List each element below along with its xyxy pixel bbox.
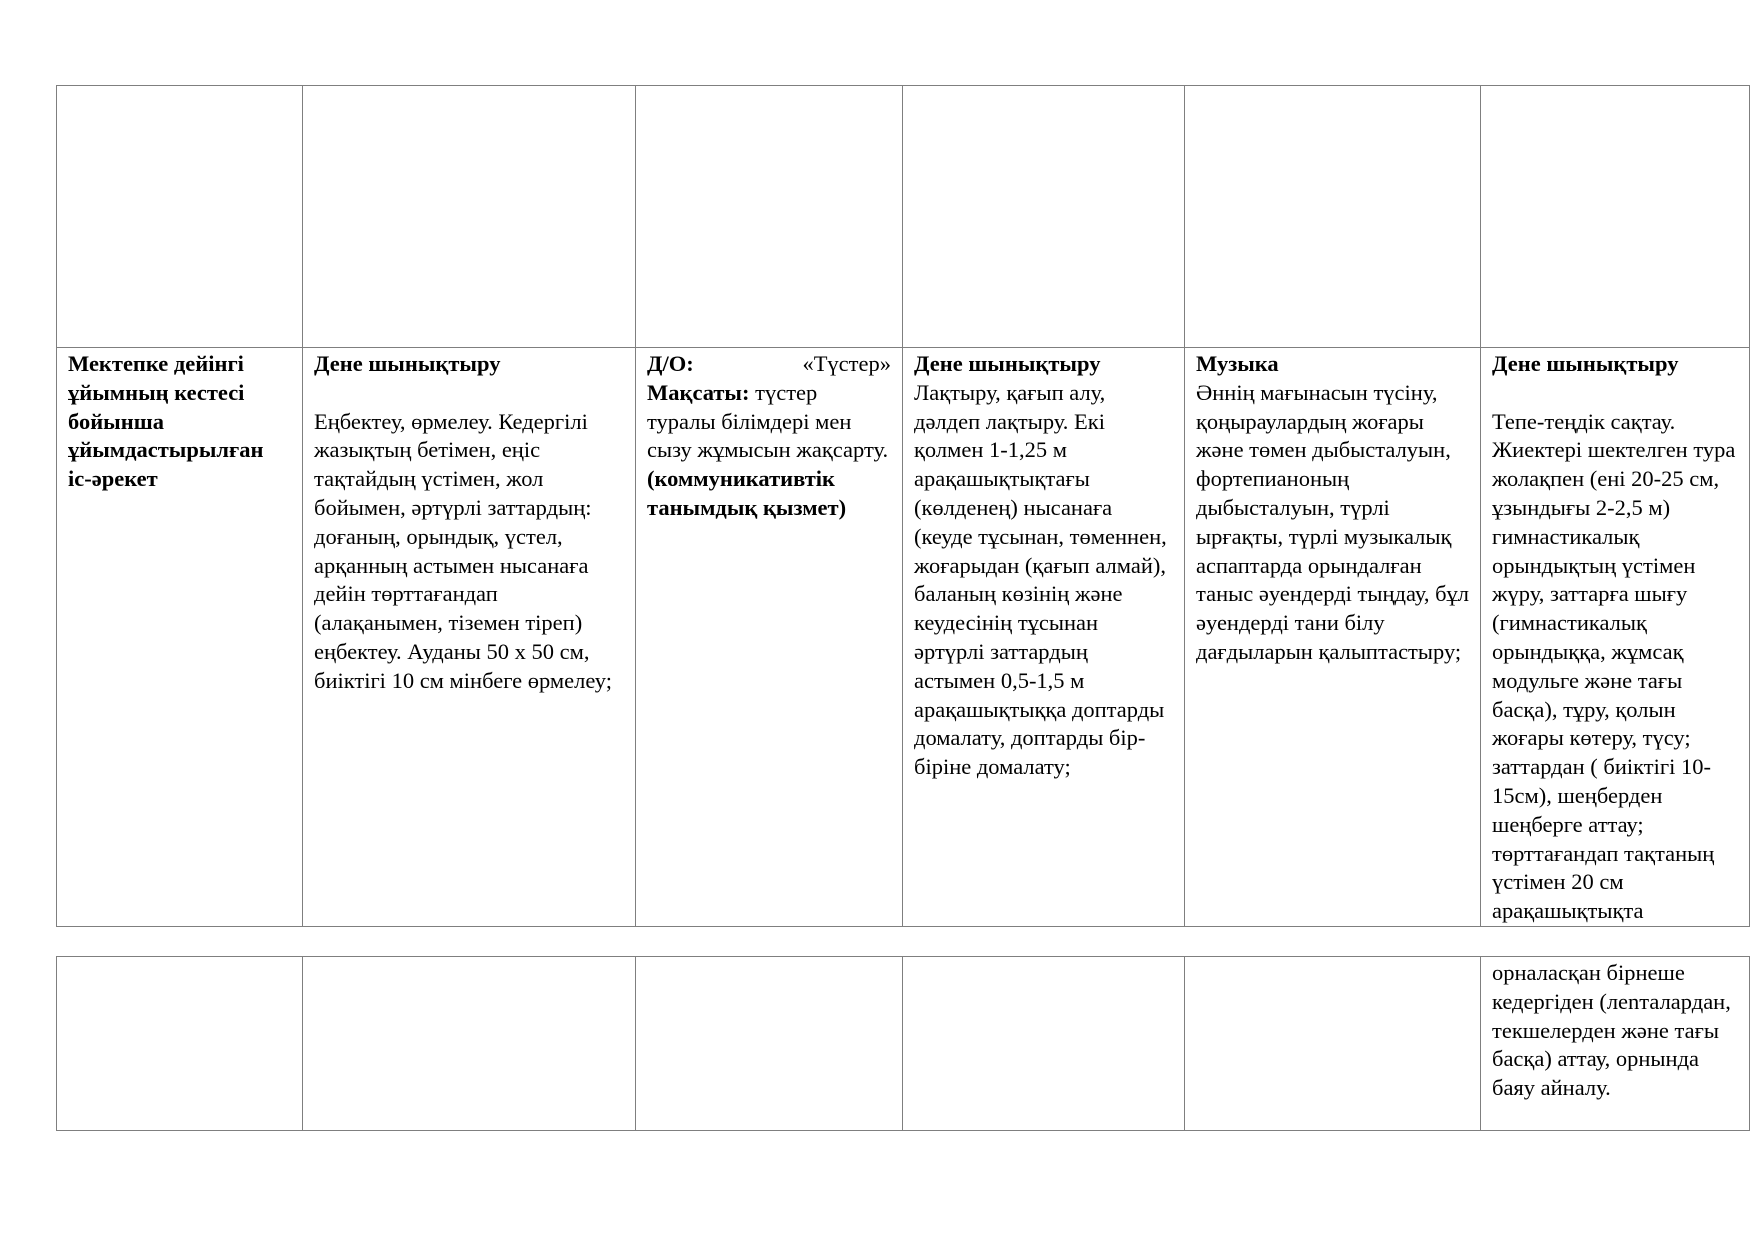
- cell-text-continued: орналасқан бірнеше кедергіден (лenталардан, текшелерден және тағы басқа) аттау, орнында баяу айналу.: [1492, 960, 1731, 1101]
- table-row-blank: [57, 86, 1750, 348]
- table-row-activities: [57, 348, 1750, 927]
- table-cell: [1185, 957, 1481, 1131]
- goal-text: түстер туралы білімдері мен сызу жұмысын жақсарту.: [647, 379, 889, 463]
- cell-title: Дене шынықтыру: [914, 351, 1101, 376]
- cell-physical-education-2: [903, 348, 1185, 927]
- table-cell: [303, 86, 636, 348]
- table-cell: [303, 957, 636, 1131]
- goal-label: Мақсаты:: [647, 379, 750, 405]
- activity-type: (коммуникативтік танымдық қызмет): [647, 466, 847, 520]
- table-cell: [903, 86, 1185, 348]
- didactic-game-topic: «Түстер»: [802, 351, 891, 376]
- cell-physical-education-1: [303, 348, 636, 927]
- cell-text: Еңбектеу, өрмелеу. Кедергілі жазықтың бетімен, еңіс тақтайдың үстімен, жол бойымен, әртүрлі заттардың: доғаның, орындық, үстел, арқанның астымен нысанаға дейін төрттағандап (алақанымен, тіземен тіреп) еңбектеу. Ауданы 50 х 50 см, биіктігі 10 см мінбеге өрмелеу;: [314, 408, 612, 693]
- table-cell: [57, 86, 303, 348]
- table-cell: [57, 957, 303, 1131]
- goal-paragraph: [647, 379, 891, 465]
- cell-physical-education-3: [1481, 348, 1750, 927]
- cell-title: Музыка: [1196, 351, 1279, 376]
- cell-physical-education-3-continued: [1481, 957, 1750, 1131]
- row-header-cell: [57, 348, 303, 927]
- cell-text: Әннің мағынасын түсіну, қоңыраулардың жоғары және төмен дыбысталуын, фортепианоның дыбысталуын, түрлі ырғақты, түрлі музыкалық аспаптарда орындалған таныс әуендерді тыңдау, бұл әуендерді тани білу дағдыларын қалыптастыру;: [1196, 379, 1469, 664]
- schedule-table: [56, 85, 1750, 927]
- didactic-game-line: [647, 350, 891, 379]
- row-header-text: Мектепке дейінгі ұйымның кестесі бойынша ұйымдастырылған іс-әрекет: [68, 351, 264, 492]
- table-cell: [1481, 86, 1750, 348]
- table-cell: [903, 957, 1185, 1131]
- table-row-continued: [57, 957, 1750, 1131]
- cell-didactic-game: [636, 348, 903, 927]
- cell-text: Тепе-теңдік сақтау. Жиектері шектелген тура жолақпен (ені 20-25 см, ұзындығы 2-2,5 м) гимнастикалық орындықтың үстімен жүру, заттарға шығу (гимнастикалық орындыққа, жұмсақ модульге және тағы басқа), тұру, қолын жоғары көтеру, түсу; заттардан ( биіктігі 10-15см), шеңберден шеңберге аттау; төрттағандап тақтаның үстімен 20 см арақашықтықта: [1492, 408, 1736, 924]
- table-cell: [1185, 86, 1481, 348]
- cell-title: Дене шынықтыру: [1492, 351, 1679, 376]
- table-cell: [636, 86, 903, 348]
- cell-text: Лақтыру, қағып алу, дәлдеп лақтыру. Екі қолмен 1-1,25 м арақашықтықтағы (көлденең) нысанаға (кеуде тұсынан, төменнен, жоғарыдан (қағып алмай), баланың көзінің және кеудесінің тұсынан әртүрлі заттардың астымен 0,5-1,5 м арақашықтыққа доптарды домалату, доптарды бір-біріне домалату;: [914, 379, 1167, 780]
- cell-music: [1185, 348, 1481, 927]
- didactic-game-label: Д/О:: [647, 351, 694, 376]
- table-cell: [636, 957, 903, 1131]
- schedule-table-continued: [56, 956, 1750, 1131]
- cell-title: Дене шынықтыру: [314, 351, 501, 376]
